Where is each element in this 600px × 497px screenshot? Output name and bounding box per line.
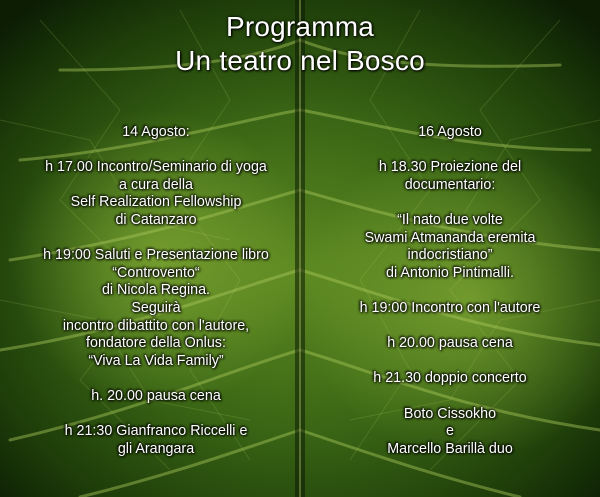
schedule-day-14-august <box>22 124 290 458</box>
event-book-line: fondatore della Onlus: <box>86 335 226 352</box>
event-yoga-time: h 17.00 Incontro/Seminario di yoga <box>45 159 267 176</box>
event-yoga-line: Self Realization Fellowship <box>70 194 242 211</box>
day-date: 14 Agosto: <box>122 124 190 140</box>
performer-name: Marcello Barillà duo <box>387 440 513 457</box>
event-book-line: “Viva La Vida Family” <box>88 352 224 369</box>
event-book-line: di Nicola Regina. <box>101 282 211 299</box>
event-screening-time: h 18.30 Proiezione del <box>378 159 522 176</box>
event-yoga-line: di Catanzaro <box>115 211 197 228</box>
performer-name: Boto Cissokho <box>403 405 497 422</box>
event-concert-time: h 21:30 Gianfranco Riccelli e <box>64 423 248 440</box>
poster-title <box>0 10 600 78</box>
event-double-concert: h 21.30 doppio concerto <box>373 370 527 387</box>
event-dinner: h 20.00 pausa cena <box>387 335 513 352</box>
documentary-title-line: “Il nato due volte <box>397 211 503 228</box>
event-screening-line: documentario: <box>404 176 496 193</box>
event-book-line: “Controvento“ <box>112 264 200 281</box>
schedule-day-16-august <box>316 124 584 458</box>
event-yoga-line: a cura della <box>119 176 193 193</box>
event-author-meeting: h 19:00 Incontro con l'autore <box>359 299 541 316</box>
title-programma: Programma <box>225 11 375 42</box>
documentary-author: di Antonio Pintimalli. <box>386 264 514 281</box>
event-book-line: incontro dibattito con l'autore, <box>62 317 250 334</box>
documentary-title-line: Swami Atmananda eremita <box>364 229 536 246</box>
event-dinner: h. 20.00 pausa cena <box>91 387 221 404</box>
event-book-time: h 19:00 Saluti e Presentazione libro <box>43 247 269 264</box>
performer-conjunction: e <box>446 423 454 440</box>
day-date: 16 Agosto <box>418 124 482 140</box>
event-concert-line: gli Arangara <box>117 440 195 457</box>
title-event-name: Un teatro nel Bosco <box>175 45 425 76</box>
documentary-title-line: indocristiano” <box>407 247 493 264</box>
event-book-line: Seguirà <box>131 299 181 316</box>
